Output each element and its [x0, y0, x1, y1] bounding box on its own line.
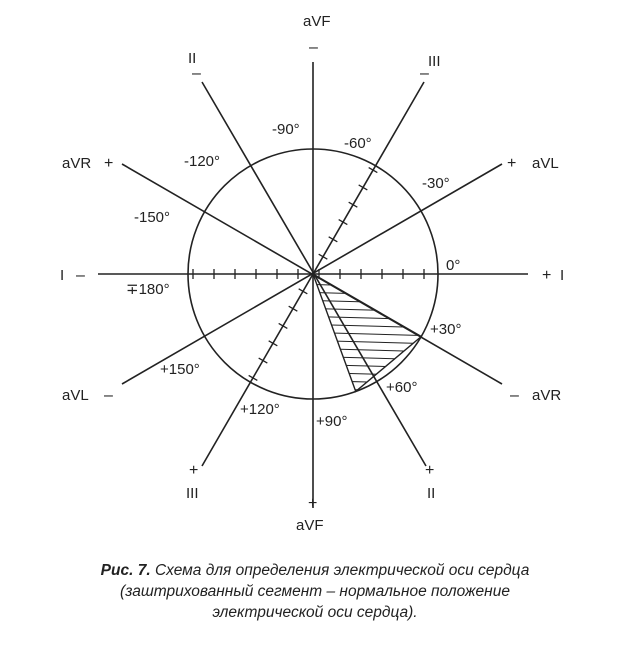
- shaded-normal-sector: [293, 108, 513, 506]
- tick-mark: [279, 323, 288, 328]
- lead-label-aVR-left: aVR: [62, 155, 92, 172]
- sign-aVF-top: –: [309, 39, 318, 56]
- hatch-line: [293, 340, 513, 346]
- caption-line-3: электрической оси сердца).: [212, 604, 418, 621]
- sign-I-right: +: [542, 267, 552, 284]
- sign-III-bottom: +: [189, 462, 199, 479]
- sign-aVR-left: +: [104, 155, 114, 172]
- figure-caption: [0, 560, 630, 623]
- hatch-line: [293, 156, 513, 162]
- hatch-line: [293, 108, 513, 114]
- hatch-line: [293, 124, 513, 130]
- angle-plus150: +150°: [160, 361, 200, 378]
- hatch-line: [293, 484, 513, 490]
- hatch-line: [293, 364, 513, 370]
- hatch-line: [293, 316, 513, 322]
- caption-line-1-text: Схема для определения электрической оси сердца: [154, 562, 530, 579]
- sign-aVF-bottom: +: [308, 495, 318, 512]
- hatch-line: [293, 164, 513, 170]
- sign-aVL-left: –: [104, 387, 113, 404]
- hatch-line: [293, 196, 513, 202]
- tick-mark: [299, 289, 308, 294]
- hatch-line: [293, 228, 513, 234]
- sign-III-top: –: [420, 65, 429, 82]
- angle-plus60: +60°: [386, 379, 418, 396]
- sign-II-bottom: +: [425, 462, 435, 479]
- lead-label-I-right: I: [560, 267, 565, 284]
- hatch-line: [293, 132, 513, 138]
- tick-mark: [319, 254, 328, 259]
- sign-aVL-right: +: [507, 155, 517, 172]
- sign-aVR-right: –: [510, 387, 519, 404]
- tick-mark: [369, 168, 378, 173]
- hatch-line: [293, 460, 513, 466]
- hatch-line: [293, 404, 513, 410]
- angle-180: ∓180°: [126, 281, 170, 298]
- caption-line-2: (заштрихованный сегмент – нормальное положение: [120, 583, 510, 600]
- tick-mark: [289, 306, 298, 311]
- hatch-line: [293, 212, 513, 218]
- sign-II-top: –: [192, 65, 201, 82]
- angle-minus120: -120°: [184, 153, 221, 170]
- hatch-line: [293, 284, 513, 290]
- hatch-line: [293, 236, 513, 242]
- angle-plus120: +120°: [240, 401, 280, 418]
- angle-plus90: +90°: [316, 413, 348, 430]
- hatch-line: [293, 500, 513, 506]
- hatch-line: [293, 348, 513, 354]
- hatch-line: [293, 204, 513, 210]
- lead-label-aVR-right: aVR: [532, 387, 562, 404]
- sector-hatching: [293, 108, 513, 506]
- tick-mark: [349, 202, 358, 207]
- tick-mark: [269, 341, 278, 346]
- hatch-line: [293, 436, 513, 442]
- hatch-line: [293, 476, 513, 482]
- angle-minus60: -60°: [344, 135, 372, 152]
- hatch-line: [293, 180, 513, 186]
- lead-label-I-left: I: [60, 267, 65, 284]
- sign-I-left: –: [76, 267, 85, 284]
- angle-minus90: -90°: [272, 121, 300, 138]
- lead-label-aVL-left: aVL: [62, 387, 89, 404]
- angle-0: 0°: [446, 257, 461, 274]
- tick-mark: [329, 237, 338, 242]
- hatch-line: [293, 452, 513, 458]
- angle-minus150: -150°: [134, 209, 171, 226]
- hatch-line: [293, 244, 513, 250]
- caption-line-1: [0, 560, 630, 581]
- lead-label-aVF-top: aVF: [303, 13, 331, 30]
- hatch-line: [293, 188, 513, 194]
- angle-plus30: +30°: [430, 321, 462, 338]
- hatch-line: [293, 444, 513, 450]
- hatch-line: [293, 468, 513, 474]
- caption-figure-label: Рис. 7.: [100, 562, 151, 579]
- lead-label-aVF-bottom: aVF: [296, 517, 324, 534]
- angle-labels: [126, 121, 461, 430]
- tick-mark: [359, 185, 368, 190]
- hatch-line: [293, 332, 513, 338]
- hatch-line: [293, 300, 513, 306]
- hatch-line: [293, 492, 513, 498]
- lead-label-aVL-right: aVL: [532, 155, 559, 172]
- lead-label-II-top: II: [188, 50, 197, 67]
- hatch-line: [293, 140, 513, 146]
- lead-label-III-bottom: III: [186, 485, 199, 502]
- tick-mark: [249, 375, 258, 380]
- tick-mark: [259, 358, 268, 363]
- lead-label-III-top: III: [428, 53, 441, 70]
- angle-minus30: -30°: [422, 175, 450, 192]
- lead-label-II-bottom: II: [427, 485, 436, 502]
- tick-mark: [339, 220, 348, 225]
- hatch-line: [293, 324, 513, 330]
- hatch-line: [293, 372, 513, 378]
